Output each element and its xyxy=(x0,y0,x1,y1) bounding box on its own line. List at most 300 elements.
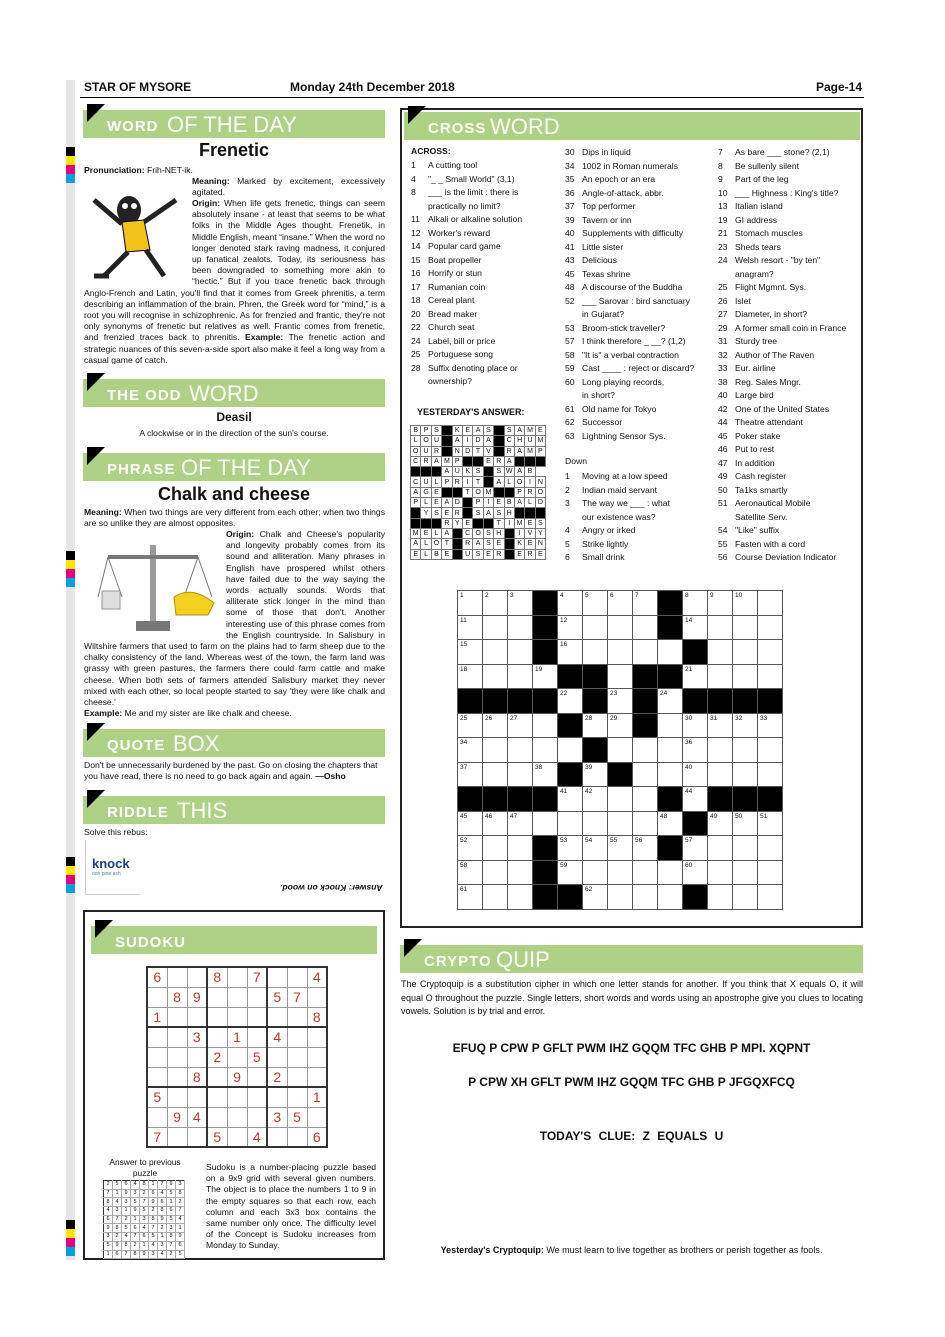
crossword-cell[interactable]: 26 xyxy=(483,713,508,738)
crossword-cell[interactable] xyxy=(508,615,533,640)
sudoku-cell[interactable]: 9 xyxy=(167,1107,187,1127)
crossword-cell[interactable]: 33 xyxy=(758,713,783,738)
crossword-cell[interactable] xyxy=(608,811,633,836)
clue xyxy=(565,524,713,538)
previous-sudoku-cell: 2 xyxy=(131,1241,140,1250)
sudoku-cell[interactable] xyxy=(147,1107,167,1127)
crossword-cell[interactable] xyxy=(583,615,608,640)
sudoku-cell[interactable] xyxy=(287,1027,307,1047)
sudoku-cell[interactable] xyxy=(267,1047,287,1067)
crossword-cell[interactable]: 28 xyxy=(583,713,608,738)
sudoku-description: Sudoku is a number-placing puzzle based on a 9x9 grid with several given numbers. The object is to place the numbers 1 to 9 in the empty squares so that each row, each column and each 3x3 box contains the same number only once. The difficulty level of the Concept is Sudoku increases from Monday to Sunday. xyxy=(206,1162,376,1251)
previous-sudoku-cell: 7 xyxy=(140,1198,149,1207)
sudoku-cell[interactable] xyxy=(207,1007,227,1027)
clue xyxy=(565,254,713,268)
crossword-cell[interactable]: 61 xyxy=(458,885,483,910)
sudoku-cell[interactable] xyxy=(287,1007,307,1027)
previous-sudoku-cell: 4 xyxy=(122,1233,131,1242)
crossword-cell[interactable]: 18 xyxy=(458,664,483,689)
crossword-cell[interactable] xyxy=(733,836,758,861)
sudoku-cell[interactable] xyxy=(307,987,327,1007)
crossword-cell[interactable]: 6 xyxy=(608,591,633,616)
previous-sudoku-cell: 7 xyxy=(158,1181,167,1190)
sudoku-cell[interactable]: 4 xyxy=(187,1107,207,1127)
sudoku-cell[interactable] xyxy=(187,967,207,987)
clue-number: 9 xyxy=(718,174,723,184)
crossword-cell[interactable] xyxy=(708,860,733,885)
yesterday-cell xyxy=(442,446,452,456)
crossword-cell[interactable] xyxy=(508,640,533,665)
previous-sudoku-cell: 6 xyxy=(104,1215,113,1224)
sudoku-cell[interactable]: 5 xyxy=(207,1127,227,1147)
crossword-cell[interactable] xyxy=(608,787,633,812)
crossword-cell[interactable] xyxy=(608,860,633,885)
previous-sudoku-cell: 7 xyxy=(167,1241,176,1250)
crossword-cell[interactable] xyxy=(708,664,733,689)
sudoku-cell[interactable] xyxy=(247,1087,267,1107)
sudoku-cell[interactable] xyxy=(247,1027,267,1047)
sudoku-cell[interactable]: 4 xyxy=(247,1127,267,1147)
crossword-cell[interactable]: 57 xyxy=(683,836,708,861)
yesterday-cell xyxy=(525,508,535,518)
crossword-cell xyxy=(558,713,583,738)
sudoku-cell[interactable] xyxy=(167,1087,187,1107)
clue-number: 40 xyxy=(565,228,575,238)
clue-number: 59 xyxy=(565,363,575,373)
previous-sudoku-cell: 9 xyxy=(176,1233,185,1242)
sudoku-cell[interactable]: 7 xyxy=(147,1127,167,1147)
crossword-cell[interactable] xyxy=(733,615,758,640)
quote-banner xyxy=(83,729,385,757)
sudoku-cell[interactable] xyxy=(167,1047,187,1067)
crossword-cell[interactable] xyxy=(633,615,658,640)
clue xyxy=(565,187,713,201)
previous-sudoku-cell: 8 xyxy=(176,1189,185,1198)
yesterday-cell: A xyxy=(442,528,452,538)
crossword-cell xyxy=(533,860,558,885)
crossword-cell xyxy=(583,664,608,689)
crossword-cell[interactable]: 48 xyxy=(658,811,683,836)
crossword-cell[interactable]: 41 xyxy=(558,787,583,812)
sudoku-cell[interactable] xyxy=(167,1027,187,1047)
crossword-cell xyxy=(708,689,733,714)
yesterday-cell: S xyxy=(535,518,545,528)
crossword-cell[interactable]: 32 xyxy=(733,713,758,738)
crossword-cell[interactable]: 29 xyxy=(608,713,633,738)
previous-sudoku-cell: 9 xyxy=(131,1207,140,1216)
sudoku-cell[interactable]: 2 xyxy=(267,1067,287,1087)
sudoku-cell[interactable]: 7 xyxy=(287,987,307,1007)
sudoku-cell[interactable]: 4 xyxy=(307,967,327,987)
crossword-cell[interactable]: 60 xyxy=(683,860,708,885)
previous-sudoku-cell: 6 xyxy=(140,1233,149,1242)
sudoku-cell[interactable]: 1 xyxy=(147,1007,167,1027)
crossword-cell xyxy=(733,689,758,714)
crossword-cell[interactable]: 14 xyxy=(683,615,708,640)
crossword-cell[interactable] xyxy=(758,836,783,861)
sudoku-cell[interactable] xyxy=(307,1107,327,1127)
crossword-cell[interactable] xyxy=(533,713,558,738)
sudoku-cell[interactable] xyxy=(307,1047,327,1067)
clue-text: in Gujarat? xyxy=(582,309,625,319)
crossword-cell[interactable]: 52 xyxy=(458,836,483,861)
crossword-cell[interactable]: 59 xyxy=(558,860,583,885)
previous-sudoku-cell: 8 xyxy=(122,1241,131,1250)
crossword-cell[interactable] xyxy=(658,885,683,910)
sudoku-cell[interactable] xyxy=(307,1067,327,1087)
sudoku-cell[interactable] xyxy=(167,1007,187,1027)
sudoku-cell[interactable]: 6 xyxy=(307,1127,327,1147)
crossword-cell[interactable] xyxy=(483,885,508,910)
crossword-cell[interactable] xyxy=(633,762,658,787)
crossword-cell[interactable] xyxy=(508,836,533,861)
previous-sudoku-cell: 1 xyxy=(113,1189,122,1198)
crossword-cell[interactable]: 50 xyxy=(733,811,758,836)
sudoku-cell[interactable]: 4 xyxy=(267,1027,287,1047)
yesterday-cell: M xyxy=(411,528,421,538)
clue-text: As bare ___ stone? (2,1) xyxy=(735,147,830,157)
yesterday-cell xyxy=(535,456,545,466)
sudoku-cell[interactable]: 8 xyxy=(207,967,227,987)
crossword-cell[interactable] xyxy=(533,738,558,763)
clue xyxy=(565,227,713,241)
crossword-cell[interactable]: 62 xyxy=(583,885,608,910)
clue xyxy=(565,295,713,309)
sudoku-cell[interactable] xyxy=(147,987,167,1007)
cryptoquip-clue: TODAY'S CLUE: Z EQUALS U xyxy=(539,1129,724,1143)
sudoku-cell[interactable] xyxy=(147,1067,167,1087)
crossword-cell[interactable] xyxy=(733,738,758,763)
crossword-cell xyxy=(533,615,558,640)
sudoku-cell[interactable]: 9 xyxy=(227,1067,247,1087)
example-label: Example: xyxy=(245,332,284,343)
clue-text: A discourse of the Buddha xyxy=(582,282,683,292)
crossword-cell[interactable]: 8 xyxy=(683,591,708,616)
sudoku-cell[interactable] xyxy=(207,1087,227,1107)
clue-number: 39 xyxy=(565,214,575,225)
sudoku-cell[interactable] xyxy=(247,987,267,1007)
sudoku-cell[interactable]: 5 xyxy=(247,1047,267,1067)
sudoku-cell[interactable] xyxy=(247,1107,267,1127)
clue-text: Horrify or stun xyxy=(428,268,482,278)
crossword-cell[interactable]: 2 xyxy=(483,591,508,616)
crossword-cell[interactable]: 30 xyxy=(683,713,708,738)
crossword-cell[interactable] xyxy=(633,640,658,665)
sudoku-cell[interactable]: 5 xyxy=(147,1087,167,1107)
clue xyxy=(565,416,713,430)
crossword-cell[interactable]: 19 xyxy=(533,664,558,689)
crossword-cell[interactable] xyxy=(708,885,733,910)
crossword-cell[interactable] xyxy=(708,640,733,665)
crossword-cell[interactable] xyxy=(758,591,783,616)
crossword-cell[interactable] xyxy=(483,738,508,763)
clue-number: 48 xyxy=(565,282,575,292)
clue-text: ___ is the limit : there is xyxy=(428,187,519,197)
sudoku-cell[interactable]: 6 xyxy=(147,967,167,987)
crossword-cell[interactable] xyxy=(508,762,533,787)
crossword-cell[interactable]: 27 xyxy=(508,713,533,738)
crossword-cell[interactable] xyxy=(658,762,683,787)
sudoku-cell[interactable] xyxy=(227,1047,247,1067)
clue xyxy=(565,160,713,174)
sudoku-cell[interactable] xyxy=(267,1007,287,1027)
crossword-cell[interactable] xyxy=(758,762,783,787)
crossword-cell[interactable] xyxy=(733,762,758,787)
crossword-cell[interactable] xyxy=(658,640,683,665)
sudoku-cell[interactable]: 3 xyxy=(187,1027,207,1047)
clue-text: Sheds tears xyxy=(735,241,781,252)
yesterday-cell: T xyxy=(494,518,504,528)
sudoku-cell[interactable]: 8 xyxy=(307,1007,327,1027)
crossword-cell[interactable] xyxy=(658,738,683,763)
sudoku-cell[interactable] xyxy=(307,1027,327,1047)
yesterday-cell: K xyxy=(462,467,472,477)
crossword-cell[interactable]: 40 xyxy=(683,762,708,787)
clue-number: 17 xyxy=(411,281,421,292)
crossword-cell[interactable]: 1 xyxy=(458,591,483,616)
crossword-cell[interactable]: 34 xyxy=(458,738,483,763)
crossword-cell[interactable] xyxy=(558,811,583,836)
crossword-cell[interactable]: 5 xyxy=(583,591,608,616)
crossword-cell[interactable] xyxy=(708,762,733,787)
crossword-cell[interactable] xyxy=(708,836,733,861)
crossword-cell[interactable] xyxy=(708,615,733,640)
yesterday-cell: I xyxy=(483,498,493,508)
sudoku-cell[interactable] xyxy=(287,1127,307,1147)
sudoku-cell[interactable]: 1 xyxy=(307,1087,327,1107)
crossword-cell xyxy=(533,836,558,861)
crossword-cell[interactable]: 38 xyxy=(533,762,558,787)
crossword-cell[interactable]: 39 xyxy=(583,762,608,787)
yesterday-cell: V xyxy=(483,446,493,456)
clue-number: 38 xyxy=(718,376,728,387)
crossword-cell[interactable] xyxy=(633,811,658,836)
crossword-cell[interactable]: 42 xyxy=(583,787,608,812)
sudoku-cell[interactable] xyxy=(227,1127,247,1147)
crossword-cell[interactable]: 4 xyxy=(558,591,583,616)
crossword-cell[interactable]: 51 xyxy=(758,811,783,836)
crossword-cell[interactable] xyxy=(483,640,508,665)
sudoku-cell[interactable] xyxy=(267,967,287,987)
crossword-cell[interactable] xyxy=(483,615,508,640)
crossword-cell[interactable]: 46 xyxy=(483,811,508,836)
crossword-cell xyxy=(458,787,483,812)
riddle-prompt: Solve this rebus: xyxy=(84,827,148,837)
crossword-cell[interactable] xyxy=(758,664,783,689)
sudoku-cell[interactable] xyxy=(227,1007,247,1027)
sudoku-cell[interactable] xyxy=(187,1047,207,1067)
sudoku-cell[interactable]: 8 xyxy=(167,987,187,1007)
crossword-cell[interactable]: 25 xyxy=(458,713,483,738)
sudoku-cell[interactable] xyxy=(207,1027,227,1047)
crossword-cell[interactable]: 36 xyxy=(683,738,708,763)
crossword-cell[interactable]: 54 xyxy=(583,836,608,861)
clue-number: 44 xyxy=(718,417,728,427)
crossword-cell[interactable] xyxy=(508,885,533,910)
sudoku-cell[interactable]: 5 xyxy=(287,1107,307,1127)
crossword-cell[interactable]: 12 xyxy=(558,615,583,640)
sudoku-cell[interactable] xyxy=(287,1067,307,1087)
clue-number: 53 xyxy=(565,322,575,333)
clue-text: Small drink xyxy=(582,552,625,562)
sudoku-cell[interactable] xyxy=(187,1127,207,1147)
sudoku-cell[interactable] xyxy=(227,987,247,1007)
crossword-cell[interactable] xyxy=(508,860,533,885)
sudoku-cell[interactable] xyxy=(147,1047,167,1067)
crossword-cell[interactable] xyxy=(758,885,783,910)
crossword-cell[interactable]: 24 xyxy=(658,689,683,714)
sudoku-cell[interactable]: 1 xyxy=(227,1027,247,1047)
crossword-cell[interactable] xyxy=(733,860,758,885)
yesterday-cell: C xyxy=(411,477,421,487)
crossword-cell[interactable] xyxy=(608,885,633,910)
yesterday-cell: R xyxy=(431,446,441,456)
yesterday-cell xyxy=(514,456,524,466)
crossword-cell[interactable] xyxy=(758,738,783,763)
clue-text: Theatre attendant xyxy=(735,417,803,427)
crossword-cell[interactable] xyxy=(583,811,608,836)
crossword-cell[interactable]: 49 xyxy=(708,811,733,836)
crossword-cell[interactable]: 53 xyxy=(558,836,583,861)
yesterday-cell xyxy=(442,436,452,446)
sudoku-cell[interactable] xyxy=(167,1067,187,1087)
crossword-cell[interactable] xyxy=(483,836,508,861)
crossword-cell[interactable]: 31 xyxy=(708,713,733,738)
sudoku-cell[interactable] xyxy=(227,1087,247,1107)
previous-sudoku-cell: 9 xyxy=(149,1198,158,1207)
clue-number: 21 xyxy=(718,228,728,238)
sudoku-cell[interactable] xyxy=(207,1107,227,1127)
clue-text: Ta1ks smartly xyxy=(735,484,788,495)
sudoku-cell[interactable]: 3 xyxy=(267,1107,287,1127)
sudoku-cell[interactable]: 9 xyxy=(187,987,207,1007)
sudoku-cell[interactable]: 2 xyxy=(207,1047,227,1067)
crossword-cell[interactable] xyxy=(483,860,508,885)
crossword-cell[interactable] xyxy=(758,860,783,885)
crossword-cell[interactable]: 23 xyxy=(608,689,633,714)
crossword-cell[interactable] xyxy=(708,738,733,763)
sudoku-cell[interactable] xyxy=(287,1047,307,1067)
clue-number: 60 xyxy=(565,376,575,387)
sudoku-cell[interactable] xyxy=(207,1067,227,1087)
clue xyxy=(565,362,713,376)
crossword-cell[interactable] xyxy=(733,640,758,665)
clue-number: 15 xyxy=(411,254,421,265)
crossword-cell[interactable] xyxy=(658,713,683,738)
crossword-cell[interactable] xyxy=(508,664,533,689)
crossword-cell[interactable]: 7 xyxy=(633,591,658,616)
crossword-cell[interactable] xyxy=(483,664,508,689)
quote-body: Don't be unnecessarily burdened by the past. Go on closing the chapters that you have read, there is no need to go back again and again. xyxy=(84,760,378,782)
crossword-cell[interactable] xyxy=(608,615,633,640)
clue xyxy=(565,200,713,214)
clue xyxy=(565,173,713,187)
crossword-cell[interactable] xyxy=(733,664,758,689)
crossword-cell[interactable] xyxy=(633,787,658,812)
crossword-cell[interactable] xyxy=(583,640,608,665)
crossword-cell[interactable] xyxy=(558,738,583,763)
crossword-cell[interactable] xyxy=(733,885,758,910)
sudoku-cell[interactable] xyxy=(207,987,227,1007)
sudoku-cell[interactable] xyxy=(287,967,307,987)
example-label: Example: xyxy=(84,708,123,719)
crossword-cell[interactable]: 21 xyxy=(683,664,708,689)
crossword-cell[interactable]: 10 xyxy=(733,591,758,616)
crossword-cell[interactable]: 45 xyxy=(458,811,483,836)
crossword-cell[interactable]: 37 xyxy=(458,762,483,787)
sudoku-cell[interactable] xyxy=(187,1087,207,1107)
crossword-cell[interactable] xyxy=(533,811,558,836)
sudoku-cell[interactable] xyxy=(267,1127,287,1147)
clue xyxy=(565,403,713,417)
crossword-cell[interactable]: 16 xyxy=(558,640,583,665)
yesterday-cell xyxy=(483,477,493,487)
clue xyxy=(565,484,713,498)
crossword-cell[interactable]: 11 xyxy=(458,615,483,640)
yesterday-cell xyxy=(504,528,514,538)
crossword-cell[interactable]: 56 xyxy=(633,836,658,861)
crossword-cell[interactable]: 15 xyxy=(458,640,483,665)
previous-sudoku-cell: 2 xyxy=(158,1224,167,1233)
sudoku-cell[interactable] xyxy=(187,1007,207,1027)
sudoku-cell[interactable] xyxy=(227,1107,247,1127)
yesterday-cell: A xyxy=(473,426,483,436)
yesterday-cell xyxy=(514,508,524,518)
crossword-cell[interactable]: 3 xyxy=(508,591,533,616)
crossword-cell[interactable] xyxy=(608,640,633,665)
yesterday-cell xyxy=(452,487,462,497)
crossword-cell[interactable] xyxy=(583,860,608,885)
yesterday-cell xyxy=(452,528,462,538)
crossword-cell[interactable] xyxy=(608,738,633,763)
crossword-cell[interactable]: 9 xyxy=(708,591,733,616)
crossword-cell[interactable]: 44 xyxy=(683,787,708,812)
sudoku-cell[interactable]: 7 xyxy=(247,967,267,987)
sudoku-cell[interactable]: 5 xyxy=(267,987,287,1007)
crossword-cell[interactable]: 47 xyxy=(508,811,533,836)
banner-label: CRYPTO xyxy=(424,953,492,970)
sudoku-cell[interactable] xyxy=(287,1087,307,1107)
sudoku-cell[interactable] xyxy=(247,1007,267,1027)
crossword-cell[interactable] xyxy=(608,664,633,689)
yesterday-cell: C xyxy=(411,456,421,466)
sudoku-cell[interactable] xyxy=(227,967,247,987)
yesterday-cell: E xyxy=(421,528,431,538)
riddle-answer: Answer: Knock on wood. xyxy=(280,883,383,893)
crossword-cell[interactable] xyxy=(758,640,783,665)
crossword-cell[interactable] xyxy=(633,860,658,885)
sudoku-cell[interactable] xyxy=(147,1027,167,1047)
crossword-cell[interactable]: 55 xyxy=(608,836,633,861)
crossword-cell[interactable]: 22 xyxy=(558,689,583,714)
sudoku-cell[interactable]: 8 xyxy=(187,1067,207,1087)
clue xyxy=(565,146,713,160)
yesterday-cell: L xyxy=(421,549,431,559)
sudoku-cell[interactable] xyxy=(167,967,187,987)
sudoku-cell[interactable] xyxy=(267,1087,287,1107)
crossword-cell[interactable] xyxy=(633,738,658,763)
sudoku-cell[interactable] xyxy=(247,1067,267,1087)
previous-sudoku-cell: 1 xyxy=(176,1224,185,1233)
crossword-cell[interactable] xyxy=(758,615,783,640)
crossword-cell[interactable] xyxy=(658,860,683,885)
crossword-cell[interactable]: 58 xyxy=(458,860,483,885)
sudoku-cell[interactable] xyxy=(167,1127,187,1147)
crossword-cell[interactable] xyxy=(508,738,533,763)
clue xyxy=(718,187,860,201)
crossword-cell[interactable] xyxy=(483,762,508,787)
crossword-cell[interactable] xyxy=(633,885,658,910)
